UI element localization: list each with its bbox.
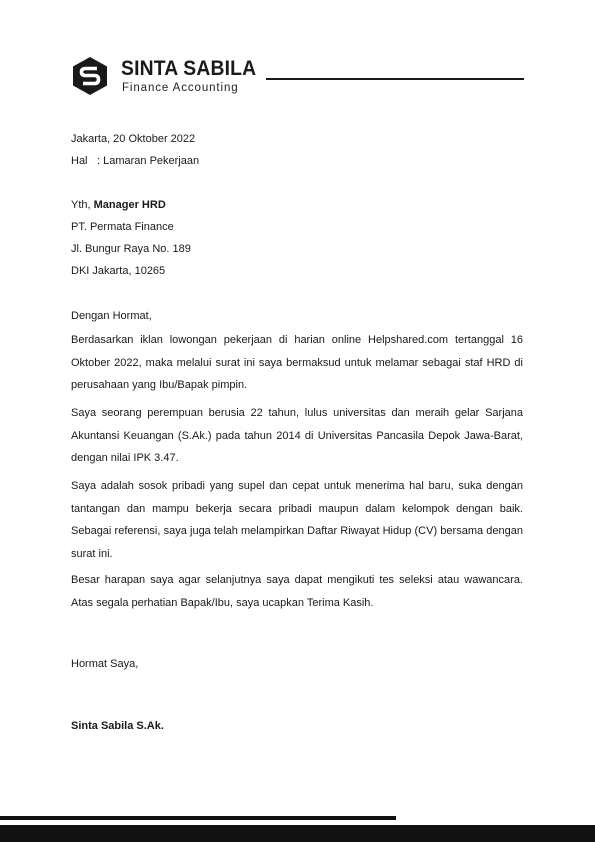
recipient-title: Manager HRD (93, 199, 166, 211)
sinta-sabila-logo-icon (71, 56, 109, 96)
body-paragraph-3: Saya adalah sosok pribadi yang supel dan cepat untuk menerima hal baru, suka dengan tantangan dan mampu bekerja secara pribadi maupun dalam kelompok dengan baik. Sebagai referensi, saya juga telah melampirkan Daftar Riwayat Hidup (CV) bersama dengan surat ini. (71, 480, 523, 560)
recipient-company: PT. Permata Finance (71, 221, 174, 233)
footer-bar (0, 825, 595, 842)
recipient-city: DKI Jakarta, 10265 (71, 265, 166, 277)
body-paragraph-1: Berdasarkan iklan lowongan pekerjaan di harian online Helpshared.com tertanggal 16 Oktober 2022, maka melalui surat ini saya bermaksud untuk melamar sebagai staf HRD di perusahaan yang Ibu/Bapak pimpin. (71, 334, 523, 391)
place-date: Jakarta, 20 Oktober 2022 (71, 133, 196, 145)
brand-tagline: Finance Accounting (122, 82, 239, 94)
signature-name: Sinta Sabila S.Ak. (71, 720, 164, 732)
subject-label: Hal (71, 155, 88, 167)
header-rule (266, 78, 524, 80)
recipient-prefix: Yth, (71, 199, 91, 211)
recipient-street: Jl. Bungur Raya No. 189 (71, 243, 191, 255)
body-paragraph-2: Saya seorang perempuan berusia 22 tahun, lulus universitas dan meraih gelar Sarjana Akuntansi Keuangan (S.Ak.) pada tahun 2014 di Universitas Pancasila Depok Jawa-Barat, dengan nilai IPK 3.47. (71, 407, 523, 464)
body-paragraph-4: Besar harapan saya agar selanjutnya saya dapat mengikuti tes seleksi atau wawancara. Atas segala perhatian Bapak/Ibu, saya ucapkan Terima Kasih. (71, 574, 523, 609)
brand-name: SINTA SABILA (121, 57, 257, 80)
recipient-title-line (71, 198, 166, 212)
footer-accent-bar (0, 816, 396, 820)
greeting: Dengan Hormat, (71, 310, 152, 322)
subject-line (71, 154, 199, 168)
subject-value: : Lamaran Pekerjaan (97, 155, 200, 167)
closing: Hormat Saya, (71, 658, 139, 670)
